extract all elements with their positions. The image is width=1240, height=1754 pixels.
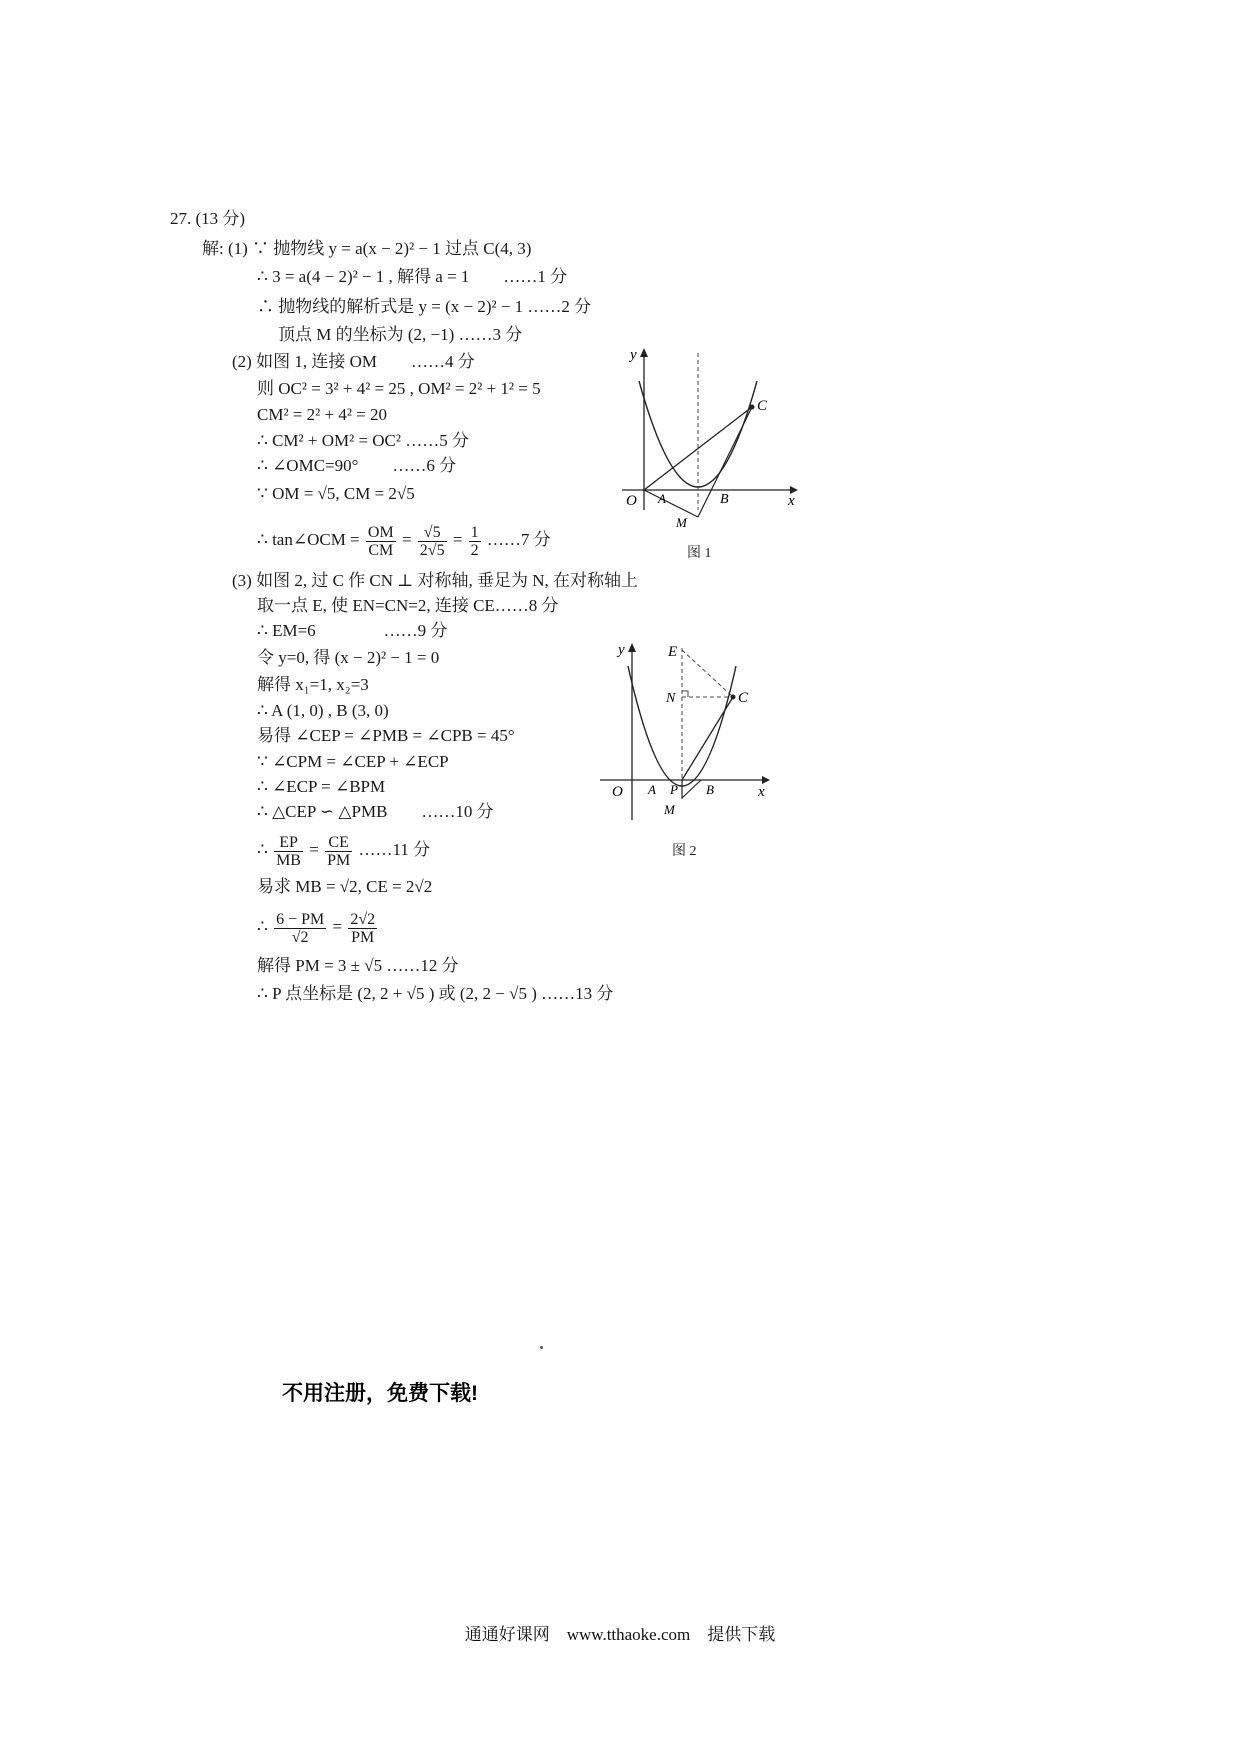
label-p: P: [670, 782, 678, 797]
solution-line-1: 解: (1) ∵ 抛物线 y = a(x − 2)² − 1 过点 C(4, 3): [202, 239, 532, 258]
figure-2-graph: [598, 640, 773, 835]
label-x: x: [788, 493, 795, 509]
fraction-ep-mb: [274, 834, 303, 869]
fraction-denominator: PM: [351, 928, 375, 946]
final-line-1: 解得 PM = 3 ± √5 ……12 分: [257, 956, 459, 975]
mb-ce-line: 易求 MB = √2, CE = 2√2: [257, 877, 433, 896]
part3-line-5: 解得 x₁=1, x₂=3: [257, 675, 369, 694]
label-y: y: [618, 642, 625, 658]
problem-header: 27. (13 分): [170, 209, 246, 228]
solution-line-9: ∴ ∠OMC=90° ……6 分: [257, 456, 457, 475]
label-a: A: [658, 491, 666, 506]
y-axis-arrow: [640, 348, 648, 357]
label-e: E: [668, 644, 678, 660]
fraction-numerator: CE: [325, 834, 352, 852]
tan-score: ……7 分: [486, 530, 551, 549]
label-m: M: [676, 515, 687, 530]
fraction-ce-pm: [325, 834, 352, 869]
fraction-denominator: CM: [368, 541, 394, 559]
label-y: y: [630, 347, 637, 363]
part3-line-7: 易得 ∠CEP = ∠PMB = ∠CPB = 45°: [257, 726, 515, 745]
label-a: A: [648, 782, 656, 797]
fraction-6-pm: [274, 911, 326, 946]
figure-1-caption: 图 1: [687, 546, 712, 561]
fraction-numerator: 6 − PM: [276, 910, 325, 928]
label-x: x: [758, 784, 765, 800]
promo-text: 不用注册，免费下载!: [282, 1382, 478, 1405]
solution-line-2: ∴ 3 = a(4 − 2)² − 1 , 解得 a = 1 ……1 分: [257, 267, 568, 286]
label-b: B: [720, 492, 729, 507]
label-c: C: [738, 690, 749, 706]
fraction-numerator: OM: [367, 523, 394, 541]
part3-line-4: 令 y=0, 得 (x − 2)² − 1 = 0: [257, 648, 440, 667]
part3-line-10: ∴ △CEP ∽ △PMB ……10 分: [257, 802, 494, 821]
part3-line-9: ∴ ∠ECP = ∠BPM: [257, 777, 386, 796]
figure-2: [598, 640, 773, 835]
fraction-denominator: PM: [327, 851, 351, 869]
fraction-root5: [418, 524, 447, 559]
segment-ec: [682, 650, 733, 697]
figure-1: [612, 345, 802, 530]
label-o: O: [626, 493, 637, 509]
x-axis-arrow: [762, 776, 770, 784]
figure-1-graph: [612, 345, 802, 530]
fraction-numerator: 1: [470, 523, 479, 541]
point-c: [750, 405, 755, 410]
part3-line-1: (3) 如图 2, 过 C 作 CN ⊥ 对称轴, 垂足为 N, 在对称轴上: [232, 571, 639, 590]
ratio-score: ……11 分: [358, 840, 431, 859]
solution-line-8: ∴ CM² + OM² = OC² ……5 分: [257, 431, 469, 450]
stray-mark: [540, 1346, 543, 1349]
tan-ocm-line: ∴ tan∠OCM = $\frac{OM}{CM}$ = $\frac{√5}{2√5}$ = $\frac{1}{2}$ ……7 分: [257, 523, 551, 559]
figure-2-caption: 图 2: [672, 844, 697, 859]
final-line-2: ∴ P 点坐标是 (2, 2 + √5 ) 或 (2, 2 − √5 ) ……13 分: [257, 984, 614, 1003]
equation-prefix: ∴: [257, 917, 268, 936]
fraction-numerator: √5: [418, 524, 447, 542]
fraction-denominator: √2: [291, 928, 309, 946]
fraction-denominator: MB: [276, 851, 301, 869]
solution-line-4: 顶点 M 的坐标为 (2, −1) ……3 分: [278, 325, 523, 344]
label-n: N: [666, 691, 676, 706]
label-c: C: [757, 398, 768, 414]
y-axis-arrow: [628, 643, 636, 652]
fraction-denominator: 2: [470, 541, 479, 559]
ratio-prefix: ∴: [257, 840, 268, 859]
fraction-om-cm: [366, 524, 396, 559]
point-c: [731, 695, 736, 700]
fraction-one-half: [469, 524, 481, 559]
fraction-numerator: 2√2: [350, 910, 376, 928]
part3-line-3: ∴ EM=6 ……9 分: [257, 621, 448, 640]
solution-line-3: ∴ 抛物线的解析式是 y = (x − 2)² − 1 ……2 分: [257, 297, 592, 316]
footer-text: 通通好课网 www.tthaoke.com 提供下载: [464, 1625, 776, 1644]
right-angle-mark: [682, 691, 688, 697]
label-m: M: [664, 802, 675, 817]
part3-line-6: ∴ A (1, 0) , B (3, 0): [257, 701, 389, 720]
part3-line-2: 取一点 E, 使 EN=CN=2, 连接 CE……8 分: [257, 596, 559, 615]
solution-line-6: 则 OC² = 3² + 4² = 25 , OM² = 2² + 1² = 5: [257, 379, 541, 398]
solution-line-10: ∵ OM = √5, CM = 2√5: [257, 484, 415, 503]
part3-line-8: ∵ ∠CPM = ∠CEP + ∠ECP: [257, 752, 449, 771]
fraction-numerator: EP: [274, 834, 303, 852]
fraction-2root2-pm: [348, 911, 377, 946]
ratio-line: ∴ $\frac{EP}{MB}$ = $\frac{CE}{PM}$ ……11 分: [257, 833, 431, 869]
label-b: B: [706, 782, 714, 797]
equation-line: ∴ $\frac{6 - PM}{√2}$ = $\frac{2√2}{PM}$: [257, 910, 376, 946]
solution-line-5: (2) 如图 1, 连接 OM ……4 分: [232, 352, 475, 371]
solution-line-7: CM² = 2² + 4² = 20: [257, 405, 388, 424]
segment-om: [644, 490, 698, 517]
tan-prefix: ∴ tan∠OCM =: [257, 530, 360, 549]
fraction-denominator: 2√5: [419, 541, 445, 559]
label-o: O: [612, 784, 623, 800]
segment-pc: [682, 697, 733, 780]
